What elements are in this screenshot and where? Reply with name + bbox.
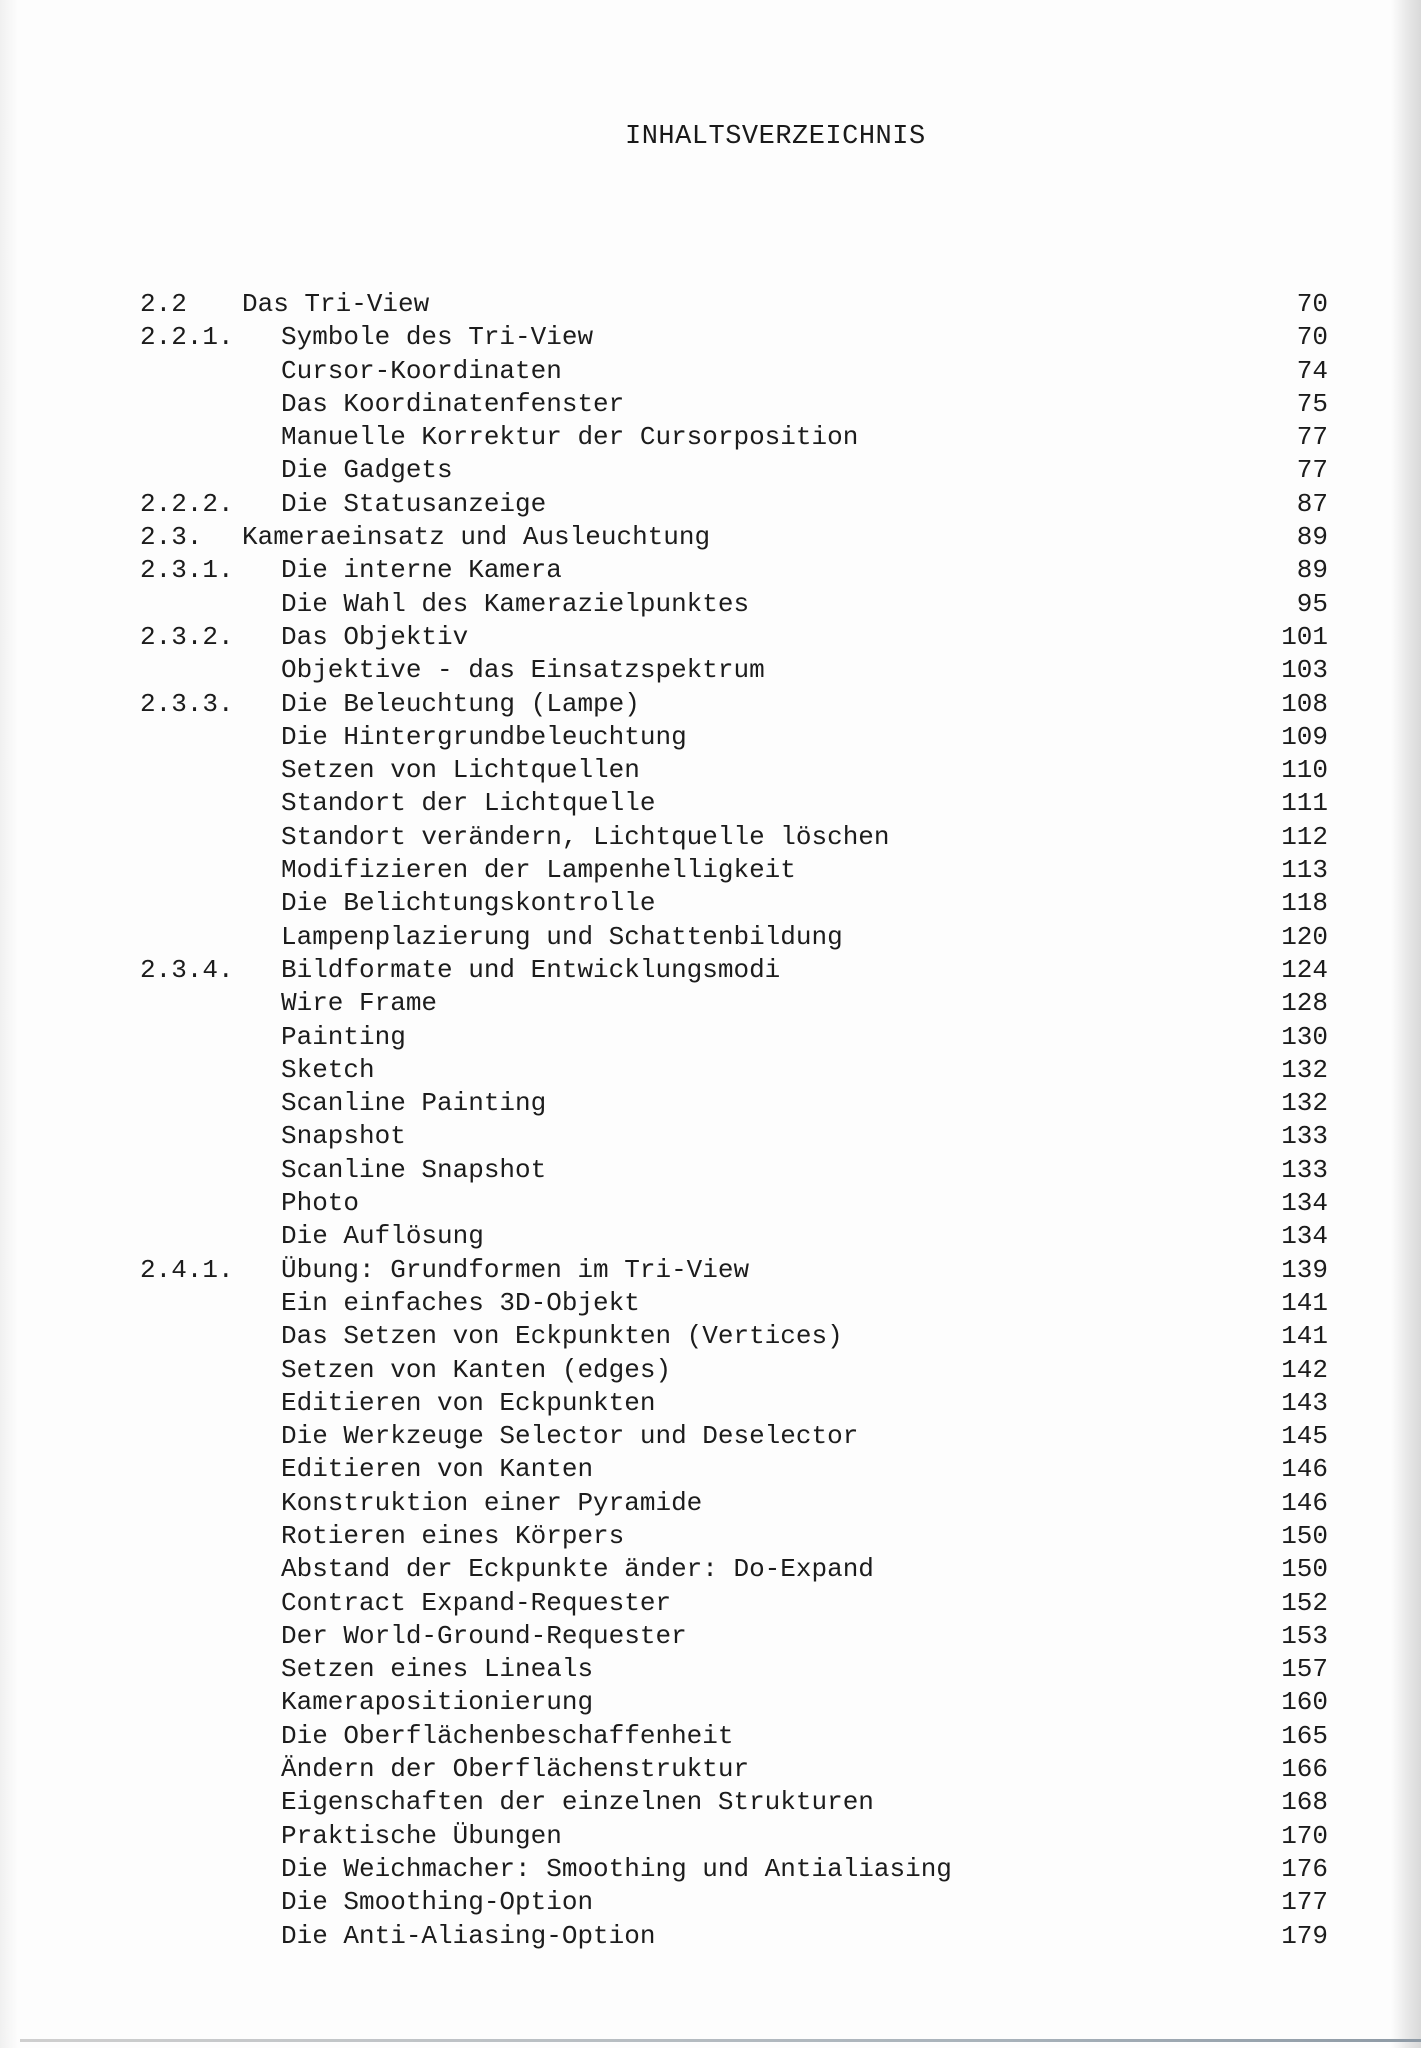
toc-entry-title: Scanline Snapshot <box>281 1154 547 1185</box>
toc-entry-title: Manuelle Korrektur der Cursorposition <box>281 422 859 453</box>
toc-entry-number: 2.2.2. <box>140 488 234 519</box>
toc-entry-title: Die Oberflächenbeschaffenheit <box>281 1720 734 1751</box>
toc-entry-page: 130 <box>1281 1021 1328 1052</box>
toc-entry-title: Kameraeinsatz und Ausleuchtung <box>242 522 711 553</box>
toc-entry-title: Lampenplazierung und Schattenbildung <box>281 921 843 952</box>
toc-entry-page: 70 <box>1296 322 1328 353</box>
toc-entry-number: 2.3.3. <box>140 688 234 719</box>
toc-entry <box>140 721 1328 754</box>
toc-entry-page: 170 <box>1281 1820 1328 1851</box>
toc-entry-title: Standort der Lichtquelle <box>281 788 656 819</box>
toc-entry <box>140 621 1328 654</box>
toc-entry <box>140 554 1328 587</box>
toc-entry-title: Praktische Übungen <box>281 1820 562 1851</box>
toc-entry-page: 165 <box>1281 1720 1328 1751</box>
toc-entry <box>140 654 1328 687</box>
toc-entry-number: 2.2 <box>140 289 187 319</box>
toc-entry-page: 139 <box>1281 1254 1328 1285</box>
toc-entry-title: Ein einfaches 3D-Objekt <box>281 1287 640 1318</box>
toc-entry-title: Sketch <box>281 1054 375 1085</box>
toc-entry-title: Die Belichtungskontrolle <box>281 888 656 919</box>
toc-entry <box>140 521 1328 554</box>
toc-entry-title: Scanline Painting <box>281 1088 547 1119</box>
toc-entry-title: Editieren von Eckpunkten <box>281 1387 656 1418</box>
toc-entry <box>140 1453 1328 1486</box>
toc-entry-page: 77 <box>1296 422 1328 453</box>
toc-entry-page: 166 <box>1281 1754 1328 1785</box>
toc-entry-title: Modifizieren der Lampenhelligkeit <box>281 855 796 886</box>
toc-entry-page: 141 <box>1281 1287 1328 1318</box>
toc-entry-title: Kamerapositionierung <box>281 1687 594 1718</box>
toc-entry-page: 168 <box>1281 1787 1328 1818</box>
toc-entry <box>140 588 1328 621</box>
toc-entry <box>140 1886 1328 1919</box>
toc-entry-page: 152 <box>1281 1587 1328 1618</box>
toc-entry <box>140 1320 1328 1353</box>
toc-entry <box>140 1720 1328 1753</box>
toc-entry-page: 157 <box>1281 1654 1328 1685</box>
toc-entry-page: 177 <box>1281 1887 1328 1918</box>
toc-entry-page: 145 <box>1281 1421 1328 1452</box>
toc-entry-page: 176 <box>1281 1853 1328 1884</box>
toc-entry-title: Die Anti-Aliasing-Option <box>281 1920 656 1951</box>
toc-entry-title: Rotieren eines Körpers <box>281 1520 625 1551</box>
toc-entry <box>140 321 1328 354</box>
toc-entry-page: 120 <box>1281 921 1328 952</box>
toc-entry-title: Die Hintergrundbeleuchtung <box>281 721 687 752</box>
toc-entry <box>140 1021 1328 1054</box>
toc-entry-title: Setzen von Lichtquellen <box>281 755 640 786</box>
toc-entry-title: Die Wahl des Kamerazielpunktes <box>281 588 750 619</box>
toc-entry-page: 75 <box>1296 388 1328 419</box>
toc-entry-page: 146 <box>1281 1487 1328 1518</box>
toc-entry <box>140 1520 1328 1553</box>
toc-entry <box>140 1553 1328 1586</box>
toc-entry-number: 2.3.1. <box>140 555 234 586</box>
toc-entry-title: Objektive - das Einsatzspektrum <box>281 655 765 686</box>
toc-entry <box>140 854 1328 887</box>
toc-entry-number: 2.3. <box>140 522 203 553</box>
toc-entry-title: Das Tri-View <box>242 289 430 319</box>
toc-entry-page: 124 <box>1281 954 1328 985</box>
toc-entry-title: Symbole des Tri-View <box>281 322 594 353</box>
toc-entry <box>140 1387 1328 1420</box>
page-bottom-edge <box>20 2039 1421 2042</box>
toc-entry <box>140 821 1328 854</box>
toc-entry <box>140 1287 1328 1320</box>
toc-entry-page: 128 <box>1281 988 1328 1019</box>
toc-entry <box>140 1187 1328 1220</box>
toc-entry-title: Die Statusanzeige <box>281 488 547 519</box>
toc-entry <box>140 1686 1328 1719</box>
toc-entry-page: 146 <box>1281 1454 1328 1485</box>
toc-entry-title: Standort verändern, Lichtquelle löschen <box>281 821 890 852</box>
toc-entry-page: 150 <box>1281 1554 1328 1585</box>
toc-entry-page: 101 <box>1281 621 1328 652</box>
toc-entry-page: 179 <box>1281 1920 1328 1951</box>
toc-entry-title: Die Auflösung <box>281 1221 484 1252</box>
toc-entry-page: 141 <box>1281 1321 1328 1352</box>
toc-entry-title: Abstand der Eckpunkte änder: Do-Expand <box>281 1554 874 1585</box>
toc-entry-title: Die Smoothing-Option <box>281 1887 594 1918</box>
toc-entry <box>140 488 1328 521</box>
toc-entry-number: 2.4.1. <box>140 1254 234 1285</box>
toc-entry-page: 111 <box>1281 788 1328 819</box>
toc-entry-page: 134 <box>1281 1221 1328 1252</box>
toc-entry-number: 2.3.2. <box>140 621 234 652</box>
toc-entry-page: 143 <box>1281 1387 1328 1418</box>
toc-entry <box>140 787 1328 820</box>
toc-entry-title: Das Koordinatenfenster <box>281 388 625 419</box>
toc-entry <box>140 987 1328 1020</box>
toc-entry-title: Bildformate und Entwicklungsmodi <box>281 954 781 985</box>
toc-entry-title: Die Gadgets <box>281 455 453 486</box>
toc-entry-title: Editieren von Kanten <box>281 1454 594 1485</box>
toc-entry-page: 109 <box>1281 721 1328 752</box>
toc-entry-title: Der World-Ground-Requester <box>281 1620 687 1651</box>
toc-entry <box>140 421 1328 454</box>
toc-entry <box>140 921 1328 954</box>
toc-entry-page: 142 <box>1281 1354 1328 1385</box>
toc-entry-title: Die Weichmacher: Smoothing und Antialiasing <box>281 1853 952 1884</box>
toc-entry <box>140 1620 1328 1653</box>
toc-entry-title: Setzen eines Lineals <box>281 1654 594 1685</box>
toc-entry <box>140 1820 1328 1853</box>
toc-entry-page: 150 <box>1281 1520 1328 1551</box>
toc-entry <box>140 288 1328 321</box>
toc-entry <box>140 1154 1328 1187</box>
toc-entry <box>140 1354 1328 1387</box>
toc-entry-page: 103 <box>1281 655 1328 686</box>
toc-entry-title: Photo <box>281 1188 360 1219</box>
toc-entry <box>140 1054 1328 1087</box>
page-right-edge-shadow <box>1391 0 1421 2048</box>
toc-entry <box>140 1587 1328 1620</box>
toc-entry-title: Cursor-Koordinaten <box>281 355 562 386</box>
toc-heading: INHALTSVERZEICHNIS <box>625 122 926 152</box>
toc-entry-page: 153 <box>1281 1620 1328 1651</box>
toc-entry-number: 2.3.4. <box>140 954 234 985</box>
toc-entry-title: Die interne Kamera <box>281 555 562 586</box>
toc-entry-page: 113 <box>1281 855 1328 886</box>
toc-entry <box>140 954 1328 987</box>
toc-entry <box>140 388 1328 421</box>
toc-entry <box>140 688 1328 721</box>
toc-entry <box>140 1087 1328 1120</box>
toc-entry-page: 160 <box>1281 1687 1328 1718</box>
toc-entry-page: 133 <box>1281 1121 1328 1152</box>
toc-entry <box>140 1420 1328 1453</box>
toc-entry <box>140 1254 1328 1287</box>
toc-entry <box>140 1653 1328 1686</box>
toc-entry-page: 70 <box>1296 289 1328 319</box>
toc-entry <box>140 1786 1328 1819</box>
toc-entry-title: Das Setzen von Eckpunkten (Vertices) <box>281 1321 843 1352</box>
toc-entry-page: 77 <box>1296 455 1328 486</box>
toc-entry <box>140 1487 1328 1520</box>
toc-entry-page: 134 <box>1281 1188 1328 1219</box>
toc-entry-page: 87 <box>1296 488 1328 519</box>
toc-entry-title: Konstruktion einer Pyramide <box>281 1487 703 1518</box>
toc-entry <box>140 754 1328 787</box>
toc-entry <box>140 355 1328 388</box>
toc-entry-page: 132 <box>1281 1054 1328 1085</box>
toc-entry <box>140 454 1328 487</box>
toc-entry-title: Übung: Grundformen im Tri-View <box>281 1254 750 1285</box>
table-of-contents <box>140 288 1328 1953</box>
toc-entry-title: Contract Expand-Requester <box>281 1587 672 1618</box>
toc-entry-title: Eigenschaften der einzelnen Strukturen <box>281 1787 874 1818</box>
toc-entry-page: 110 <box>1281 755 1328 786</box>
toc-entry-title: Wire Frame <box>281 988 438 1019</box>
toc-entry <box>140 1753 1328 1786</box>
toc-entry-page: 89 <box>1296 522 1328 553</box>
toc-entry-page: 95 <box>1296 588 1328 619</box>
toc-entry-page: 133 <box>1281 1154 1328 1185</box>
toc-entry <box>140 1120 1328 1153</box>
toc-entry <box>140 1920 1328 1953</box>
toc-entry <box>140 887 1328 920</box>
toc-entry-title: Das Objektiv <box>281 621 469 652</box>
toc-entry-title: Painting <box>281 1021 406 1052</box>
toc-entry-title: Die Werkzeuge Selector und Deselector <box>281 1421 859 1452</box>
toc-entry-page: 118 <box>1281 888 1328 919</box>
toc-entry-page: 108 <box>1281 688 1328 719</box>
toc-entry-page: 132 <box>1281 1088 1328 1119</box>
toc-entry-title: Setzen von Kanten (edges) <box>281 1354 672 1385</box>
toc-entry-number: 2.2.1. <box>140 322 234 353</box>
toc-entry-title: Snapshot <box>281 1121 406 1152</box>
page-left-shadow <box>0 0 18 2048</box>
toc-entry <box>140 1220 1328 1253</box>
toc-entry-title: Ändern der Oberflächenstruktur <box>281 1754 750 1785</box>
toc-entry <box>140 1853 1328 1886</box>
toc-entry-page: 89 <box>1296 555 1328 586</box>
toc-entry-page: 74 <box>1296 355 1328 386</box>
toc-entry-title: Die Beleuchtung (Lampe) <box>281 688 640 719</box>
toc-entry-page: 112 <box>1281 821 1328 852</box>
